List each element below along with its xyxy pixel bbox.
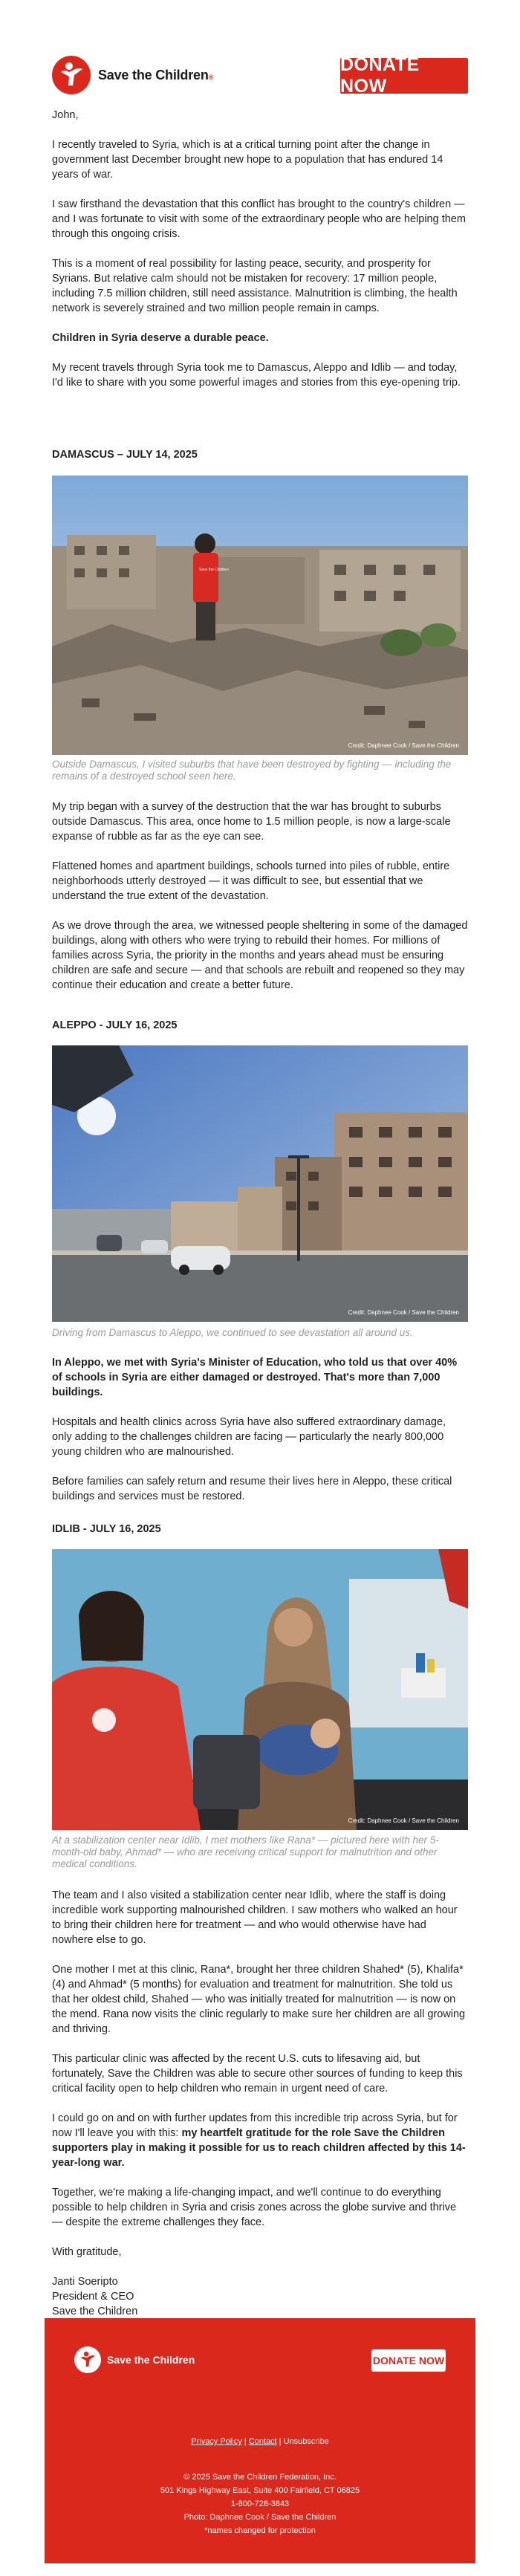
section-heading-damascus: DAMASCUS – JULY 14, 2025 bbox=[52, 449, 198, 461]
gratitude-emphasis: my heartfelt gratitude for the role Save the Children supporters play in making it possible for us to reach children affected by this 14-year-long war. bbox=[52, 2127, 466, 2169]
footer-brand-name: Save the Children bbox=[107, 2354, 195, 2366]
signoff-name: Janti Soeripto bbox=[52, 2276, 118, 2288]
brand-name: Save the Children® bbox=[98, 67, 214, 82]
section-heading-aleppo: ALEPPO - JULY 16, 2025 bbox=[52, 1019, 178, 1031]
footer-logo[interactable] bbox=[74, 2346, 195, 2373]
email-footer bbox=[45, 2318, 475, 2563]
body-paragraph: Before families can safely return and resume their lives here in Aleppo, these critical buildings and services must be restored. bbox=[52, 1476, 452, 1502]
greeting: John, bbox=[52, 109, 79, 121]
damascus-body bbox=[52, 799, 468, 993]
intro-paragraph: My recent travels through Syria took me to Damascus, Aleppo and Idlib — and today, I'd like to share with you some powerful images and stories from this eye-opening trip. bbox=[52, 362, 461, 389]
signoff-org: Save the Children bbox=[52, 2306, 138, 2317]
body-paragraph: As we drove through the area, we witnessed people sheltering in some of the damaged buildings, along with others who were trying to rebuild their homes. For millions of families across Syria, the priority in the months and years ahead must be ensuring children are safe and secure — and that schools are rebuilt and reopened so they may continue their education and create a better future. bbox=[52, 920, 468, 991]
names-note: *names changed for protection bbox=[204, 2526, 316, 2535]
child-figure-icon bbox=[74, 2346, 101, 2373]
phone[interactable]: 1-800-728-3843 bbox=[230, 2499, 290, 2508]
signoff-title: President & CEO bbox=[52, 2291, 134, 2303]
damascus-photo bbox=[52, 476, 468, 755]
idlib-body bbox=[52, 1888, 468, 2319]
intro-paragraph: This is a moment of real possibility for lasting peace, security, and prosperity for Syrians. But relative calm should not be mistaken for recovery: 17 million people, including 7.5 million children, still need assistance. Malnutrition is climbing, the health network is severely strained and two million people remain in camps. bbox=[52, 258, 458, 314]
photo-caption: Driving from Damascus to Aleppo, we continued to see devastation all around us. bbox=[52, 1327, 413, 1338]
body-paragraph: The team and I also visited a stabilization center near Idlib, where the staff is doing incredible work supporting malnourished children. I saw mothers who walked an hour to bring their children here for treatment — and who would otherwise have had nowhere else to go. bbox=[52, 1889, 458, 1946]
signoff-closing: With gratitude, bbox=[52, 2246, 122, 2258]
photo-credit: Credit: Daphnee Cook / Save the Children bbox=[348, 1817, 459, 1824]
idlib-photo bbox=[52, 1549, 468, 1830]
footer-donate-button[interactable]: DONATE NOW bbox=[371, 2349, 446, 2372]
closing-paragraph: I could go on and on with further updates from this incredible trip across Syria, but for now I'll leave you with this: my heartfelt gratitude for the role Save the Children supporters play in making it possible for us to reach children affected by this 14-year-long war. bbox=[52, 2112, 466, 2169]
aleppo-body bbox=[52, 1355, 468, 1504]
aleppo-photo bbox=[52, 1045, 468, 1322]
photo-caption: Outside Damascus, I visited suburbs that have been destroyed by fighting — including the remains of a destroyed school seen here. bbox=[52, 759, 452, 782]
body-paragraph: This particular clinic was affected by the recent U.S. cuts to lifesaving aid, but fortunately, Save the Children was able to secure other sources of funding to keep this critical facility open to help children who remain in urgent need of care. bbox=[52, 2053, 463, 2095]
intro-paragraph: I recently traveled to Syria, which is at a critical turning point after the change in government last December brought new hope to a population that has endured 14 years of war. bbox=[52, 139, 443, 181]
intro-section bbox=[52, 108, 468, 390]
body-paragraph: Together, we're making a life-changing impact, and we'll continue to do everything possible to help children in Syria and crisis zones across the globe survive and thrive — despite the extreme challenges they face. bbox=[52, 2187, 457, 2228]
body-paragraph: My trip began with a survey of the destruction that the war has brought to suburbs outside Damascus. This area, once home to 1.5 million people, is now a large-scale expanse of rubble as far as the eye can see. bbox=[52, 801, 451, 843]
body-paragraph: Hospitals and health clinics across Syria have also suffered extraordinary damage, only adding to the challenges children are facing — particularly the nearly 800,000 young children who are malnourished. bbox=[52, 1416, 446, 1458]
unsubscribe-link[interactable]: Unsubscribe bbox=[283, 2437, 329, 2446]
body-paragraph: One mother I met at this clinic, Rana*, brought her three children Shahed* (5), Khalifa* (4) and Ahmad* (5 months) for evaluation and treatment for malnutrition. She told us that her oldest child, Shahed — who was initially treated for malnutrition — is now on the mend. Rana now visits the clinic regularly to make sure her children are all growing and thriving. bbox=[52, 1964, 466, 2035]
brand-logo[interactable] bbox=[52, 56, 213, 94]
body-emphasis: In Aleppo, we met with Syria's Minister of Education, who told us that over 40% of schools in Syria are either damaged or destroyed. That's more than 7,000 buildings. bbox=[52, 1357, 458, 1398]
contact-link[interactable]: Contact bbox=[248, 2437, 277, 2446]
footer-links: Privacy Policy | Contact | Unsubscribe bbox=[191, 2437, 329, 2446]
section-heading-idlib: IDLIB - JULY 16, 2025 bbox=[52, 1523, 161, 1535]
photo-caption: At a stabilization center near Idlib, I met mothers like Rana* — pictured here with her 5-month-old baby, Ahmad* — who are receiving critical support for malnutrition and other medical conditions. bbox=[52, 1834, 439, 1869]
photo-credit: Credit: Daphnee Cook / Save the Children bbox=[348, 1309, 459, 1316]
email-header bbox=[52, 56, 468, 100]
photo-credit: Credit: Daphnee Cook / Save the Children bbox=[348, 742, 459, 749]
donate-now-button[interactable]: DONATE NOW bbox=[340, 58, 468, 94]
body-paragraph: Flattened homes and apartment buildings, schools turned into piles of rubble, entire neighborhoods utterly destroyed — it was difficult to see, but essential that we understand the true extent of the devastation. bbox=[52, 860, 450, 902]
child-figure-icon bbox=[52, 56, 91, 94]
svg-text:Save the Children: Save the Children bbox=[199, 568, 229, 572]
intro-paragraph: I saw firsthand the devastation that this conflict has brought to the country's children — and I was fortunate to visit with some of the extraordinary people who are helping them through this ongoing crisis. bbox=[52, 198, 466, 240]
address: 501 Kings Highway East, Suite 400 Fairfield, CT 06825 bbox=[160, 2486, 360, 2495]
intro-emphasis: Children in Syria deserve a durable peace. bbox=[52, 332, 269, 344]
privacy-policy-link[interactable]: Privacy Policy bbox=[191, 2437, 242, 2446]
copyright: © 2025 Save the Children Federation, Inc. bbox=[183, 2473, 337, 2482]
photo-credit-footer: Photo: Daphnee Cook / Save the Children bbox=[183, 2513, 337, 2522]
footer-info bbox=[45, 2470, 475, 2537]
